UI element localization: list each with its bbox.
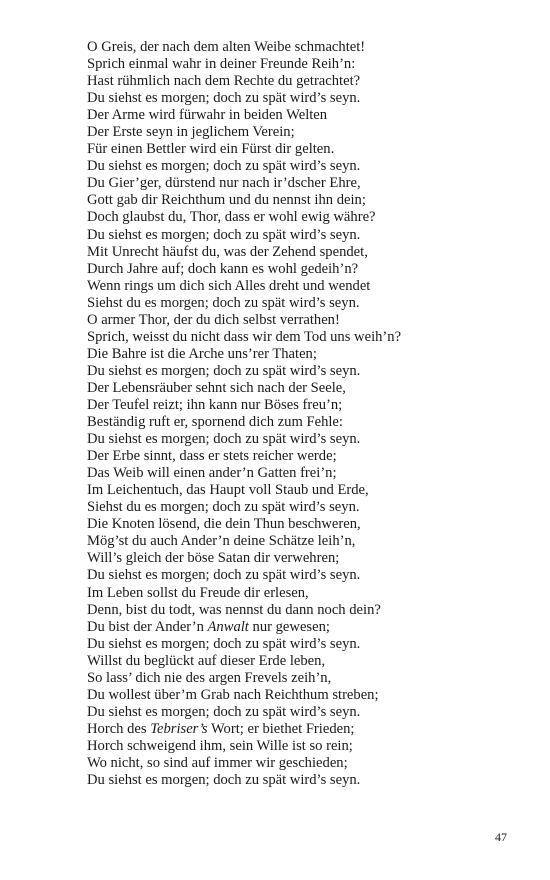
poem-line	[87, 124, 527, 141]
line-text: Denn, bist du todt, was nennst du dann noch dein?	[87, 601, 381, 618]
line-text: Der Arme wird fürwahr in beiden Welten	[87, 107, 328, 124]
line-text: Du Gier’ger, dürstend nur nach ir’dscher Ehre,	[87, 175, 361, 192]
line-text: Mög’st du auch Ander’n deine Schätze leih’n,	[87, 533, 356, 550]
poem-line	[87, 278, 527, 295]
line-text: Horch des	[87, 720, 151, 737]
poem-text	[87, 39, 527, 789]
poem-line	[87, 687, 527, 704]
line-text: Du siehst es morgen; doch zu spät wird’s seyn.	[87, 703, 361, 720]
line-text: Sprich, weisst du nicht dass wir dem Tod uns weih’n?	[87, 328, 402, 345]
poem-line	[87, 755, 527, 772]
poem-line	[87, 158, 527, 175]
poem-line	[87, 704, 527, 721]
line-text: Die Knoten lösend, die dein Thun beschweren,	[87, 516, 361, 533]
line-text: So lass’ dich nie des argen Frevels zeih’n,	[87, 669, 332, 686]
poem-line	[87, 585, 527, 602]
poem-line	[87, 448, 527, 465]
line-text: Der Lebensräuber sehnt sich nach der Seele,	[87, 379, 346, 396]
poem-line	[87, 738, 527, 755]
line-text: Du siehst es morgen; doch zu spät wird’s seyn.	[87, 431, 361, 448]
line-text: Du siehst es morgen; doch zu spät wird’s seyn.	[87, 772, 361, 789]
poem-line	[87, 670, 527, 687]
page-number: 47	[495, 830, 507, 844]
poem-line	[87, 261, 527, 278]
line-text: Durch Jahre auf; doch kann es wohl gedeih’n?	[87, 260, 359, 277]
line-text: Im Leichentuch, das Haupt voll Staub und Erde,	[87, 482, 369, 499]
line-text: Der Erbe sinnt, dass er stets reicher werde;	[87, 448, 337, 465]
poem-line	[87, 380, 527, 397]
poem-line	[87, 772, 527, 789]
line-text: Siehst du es morgen; doch zu spät wird’s seyn.	[87, 499, 360, 516]
poem-line	[87, 141, 527, 158]
poem-line	[87, 209, 527, 226]
poem-line	[87, 721, 527, 738]
line-text: Horch schweigend ihm, sein Wille ist so rein;	[87, 737, 353, 754]
poem-line	[87, 550, 527, 567]
poem-line	[87, 516, 527, 533]
line-text: Wo nicht, so sind auf immer wir geschieden;	[87, 754, 348, 771]
poem-line	[87, 499, 527, 516]
poem-line	[87, 312, 527, 329]
poem-line	[87, 73, 527, 90]
line-text: Will’s gleich der böse Satan dir verwehren;	[87, 550, 340, 567]
line-text: Du siehst es morgen; doch zu spät wird’s seyn.	[87, 567, 361, 584]
line-text: Wort; er biethet Frieden;	[207, 720, 355, 737]
line-text: Willst du beglückt auf dieser Erde leben,	[87, 652, 326, 669]
line-text: Der Erste seyn in jeglichem Verein;	[87, 124, 295, 141]
line-text: Das Weib will einen ander’n Gatten frei’n;	[87, 465, 337, 482]
italic-text: Tebriser’s	[150, 720, 208, 737]
line-text: Doch glaubst du, Thor, dass er wohl ewig währe?	[87, 209, 376, 226]
line-text: Siehst du es morgen; doch zu spät wird’s seyn.	[87, 294, 360, 311]
poem-line	[87, 90, 527, 107]
line-text: Gott gab dir Reichthum und du nennst ihn dein;	[87, 192, 366, 209]
poem-line	[87, 533, 527, 550]
line-text: Im Leben sollst du Freude dir erlesen,	[87, 584, 309, 601]
poem-line	[87, 482, 527, 499]
line-text: O Greis, der nach dem alten Weibe schmachtet!	[87, 39, 366, 55]
line-text: nur gewesen;	[248, 618, 330, 635]
italic-text: Anwalt	[207, 618, 249, 635]
poem-line	[87, 602, 527, 619]
poem-line	[87, 431, 527, 448]
poem-line	[87, 329, 527, 346]
line-text: Du bist der Ander’n	[87, 618, 208, 635]
poem-line	[87, 465, 527, 482]
line-text: Du siehst es morgen; doch zu spät wird’s seyn.	[87, 158, 361, 175]
poem-line	[87, 39, 527, 56]
poem-line	[87, 653, 527, 670]
line-text: Du siehst es morgen; doch zu spät wird’s seyn.	[87, 362, 361, 379]
poem-line	[87, 636, 527, 653]
poem-line	[87, 244, 527, 261]
poem-line	[87, 175, 527, 192]
line-text: Wenn rings um dich sich Alles dreht und wendet	[87, 277, 371, 294]
line-text: Beständig ruft er, spornend dich zum Fehle:	[87, 414, 343, 431]
poem-line	[87, 107, 527, 124]
line-text: O armer Thor, der du dich selbst verrathen!	[87, 311, 340, 328]
line-text: Hast rühmlich nach dem Rechte du getrachtet?	[87, 73, 361, 90]
line-text: Für einen Bettler wird ein Fürst dir gelten.	[87, 141, 335, 158]
line-text: Du siehst es morgen; doch zu spät wird’s seyn.	[87, 226, 361, 243]
poem-line	[87, 414, 527, 431]
line-text: Der Teufel reizt; ihn kann nur Böses freu’n;	[87, 396, 343, 413]
poem-line	[87, 56, 527, 73]
poem-line	[87, 363, 527, 380]
line-text: Du siehst es morgen; doch zu spät wird’s seyn.	[87, 635, 361, 652]
line-text: Du siehst es morgen; doch zu spät wird’s seyn.	[87, 90, 361, 107]
poem-line	[87, 295, 527, 312]
line-text: Sprich einmal wahr in deiner Freunde Reih’n:	[87, 56, 356, 73]
line-text: Mit Unrecht häufst du, was der Zehend spendet,	[87, 243, 368, 260]
poem-line	[87, 619, 527, 636]
poem-line	[87, 567, 527, 584]
poem-line	[87, 397, 527, 414]
line-text: Du wollest über’m Grab nach Reichthum streben;	[87, 686, 379, 703]
line-text: Die Bahre ist die Arche uns’rer Thaten;	[87, 345, 317, 362]
poem-line	[87, 192, 527, 209]
poem-line	[87, 346, 527, 363]
poem-line	[87, 227, 527, 244]
